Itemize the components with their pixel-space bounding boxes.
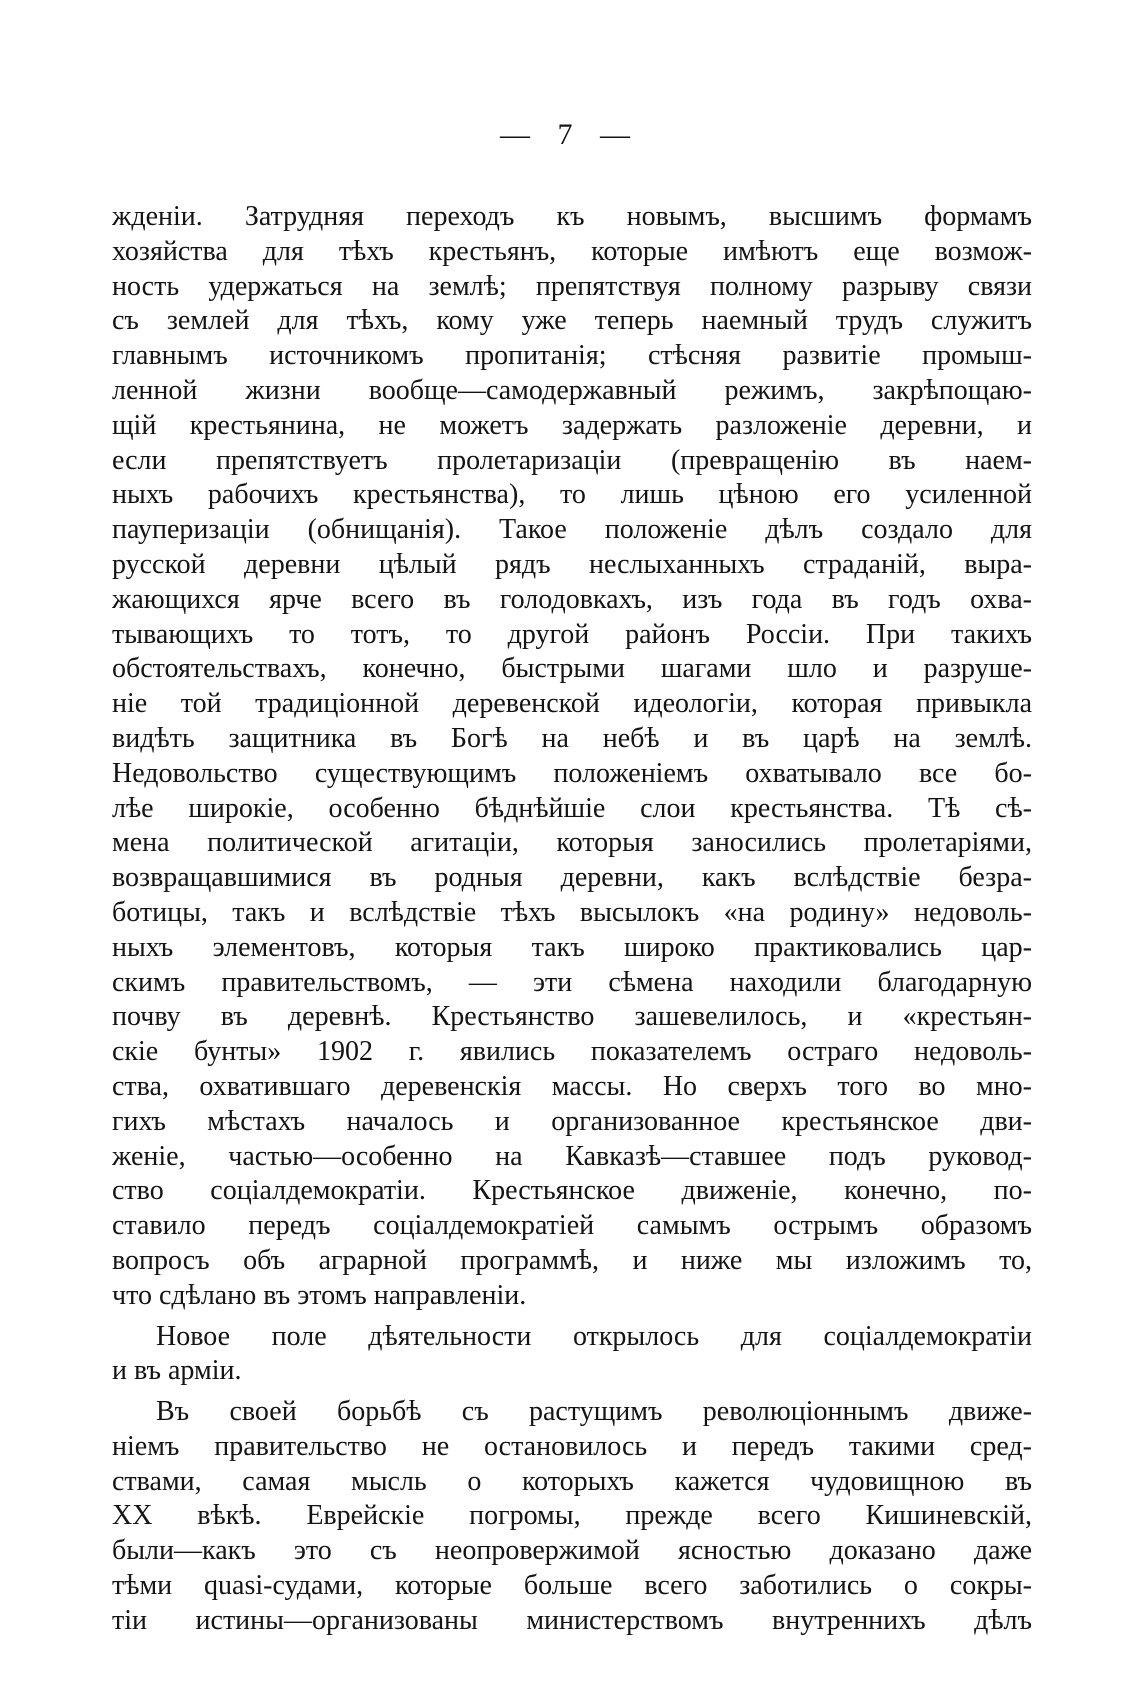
text-line: ботицы, такъ и вслѣдствіе тѣхъ высылокъ «на родину» недоволь- — [112, 896, 1032, 928]
text-line: если препятствуетъ пролетаризаціи (превращенію въ наем- — [112, 444, 1032, 476]
text-line: жденіи. Затрудняя переходъ къ новымъ, высшимъ формамъ — [112, 201, 1032, 232]
text-line: ства, охватившаго деревенскія массы. Но сверхъ того во мно- — [112, 1070, 1032, 1102]
paragraph — [112, 1395, 1032, 1639]
text-line: почву въ деревнѣ. Крестьянство зашевелилось, и «крестьян- — [112, 1001, 1032, 1033]
text-line: и въ арміи. — [112, 1355, 242, 1387]
text-line: скимъ правительствомъ, — эти сѣмена находили благодарную — [112, 966, 1032, 998]
text-line: щій крестьянина, не можетъ задержать разложеніе деревни, и — [112, 409, 1032, 441]
paragraph — [112, 1320, 1032, 1390]
text-line: видѣть защитника въ Богѣ на небѣ и въ царѣ на землѣ. — [112, 722, 1032, 754]
text-line: скіе бунты» 1902 г. явились показателемъ остраго недоволь- — [112, 1036, 1032, 1068]
text-line: тіи истины—организованы министерствомъ внутреннихъ дѣлъ — [112, 1604, 1032, 1636]
text-line: Недовольство существующимъ положеніемъ охватывало все бо- — [112, 757, 1032, 789]
text-line: ныхъ рабочихъ крестьянства), то лишь цѣною его усиленной — [112, 479, 1032, 511]
page-number: — 7 — — [500, 118, 640, 151]
paragraph — [112, 200, 1032, 1314]
text-line: XX вѣкѣ. Еврейскіе погромы, прежде всего Кишиневскій, — [112, 1500, 1032, 1532]
text-line: пауперизаціи (обнищанія). Такое положеніе дѣлъ создало для — [112, 514, 1032, 546]
text-line: мена политической агитаціи, которыя заносились пролетаріями, — [112, 827, 1032, 859]
text-line: Новое поле дѣятельности открылось для соціалдемократіи — [156, 1320, 1032, 1352]
text-line: ставило передъ соціалдемократіей самымъ острымъ образомъ — [112, 1210, 1032, 1242]
text-line: ство соціалдемократіи. Крестьянское движеніе, конечно, по- — [112, 1175, 1032, 1207]
text-line: ствами, самая мысль о которыхъ кажется чудовищною въ — [112, 1465, 1032, 1497]
text-line: русской деревни цѣлый рядъ неслыханныхъ страданій, выра- — [112, 548, 1032, 580]
text-line: жающихся ярче всего въ голодовкахъ, изъ года въ годъ охва- — [112, 583, 1032, 615]
text-line: ніе той традиціонной деревенской идеологіи, которая привыкла — [112, 688, 1032, 720]
text-line: возвращавшимися въ родныя деревни, какъ вслѣдствіе безра- — [112, 862, 1032, 894]
text-line: обстоятельствахъ, конечно, быстрыми шагами шло и разруше- — [112, 653, 1032, 685]
text-line: вопросъ объ аграрной программѣ, и ниже мы изложимъ то, — [112, 1244, 1032, 1276]
text-line: тѣми quasi-судами, которые больше всего заботились о сокры- — [112, 1570, 1032, 1602]
text-line: ныхъ элементовъ, которыя такъ широко практиковались цар- — [112, 931, 1032, 963]
text-line: лѣе широкіе, особенно бѣднѣйшіе слои крестьянства. Тѣ сѣ- — [112, 792, 1032, 824]
text-line: хозяйства для тѣхъ крестьянъ, которые имѣютъ еще возмож- — [112, 235, 1032, 267]
text-line: главнымъ источникомъ пропитанія; стѣсняя развитіе промыш- — [112, 340, 1032, 372]
text-line: съ землей для тѣхъ, кому уже теперь наемный трудъ служитъ — [112, 305, 1032, 337]
text-line: гихъ мѣстахъ началось и организованное крестьянское дви- — [112, 1105, 1032, 1137]
text-line: тывающихъ то тотъ, то другой районъ Россіи. При такихъ — [112, 618, 1032, 650]
body-text — [112, 200, 1032, 1639]
text-line: женіе, частью—особенно на Кавказѣ—ставшее подъ руковод- — [112, 1140, 1032, 1172]
text-line: Въ своей борьбѣ съ растущимъ революціоннымъ движе- — [156, 1396, 1032, 1428]
text-line: ніемъ правительство не остановилось и передъ такими сред- — [112, 1430, 1032, 1462]
text-line: что сдѣлано въ этомъ направленіи. — [112, 1279, 527, 1311]
text-line: ленной жизни вообще—самодержавный режимъ, закрѣпощаю- — [112, 374, 1032, 406]
text-line: были—какъ это съ неопровержимой ясностью доказано даже — [112, 1535, 1032, 1567]
text-line: ность удержаться на землѣ; препятствуя полному разрыву связи — [112, 270, 1032, 302]
